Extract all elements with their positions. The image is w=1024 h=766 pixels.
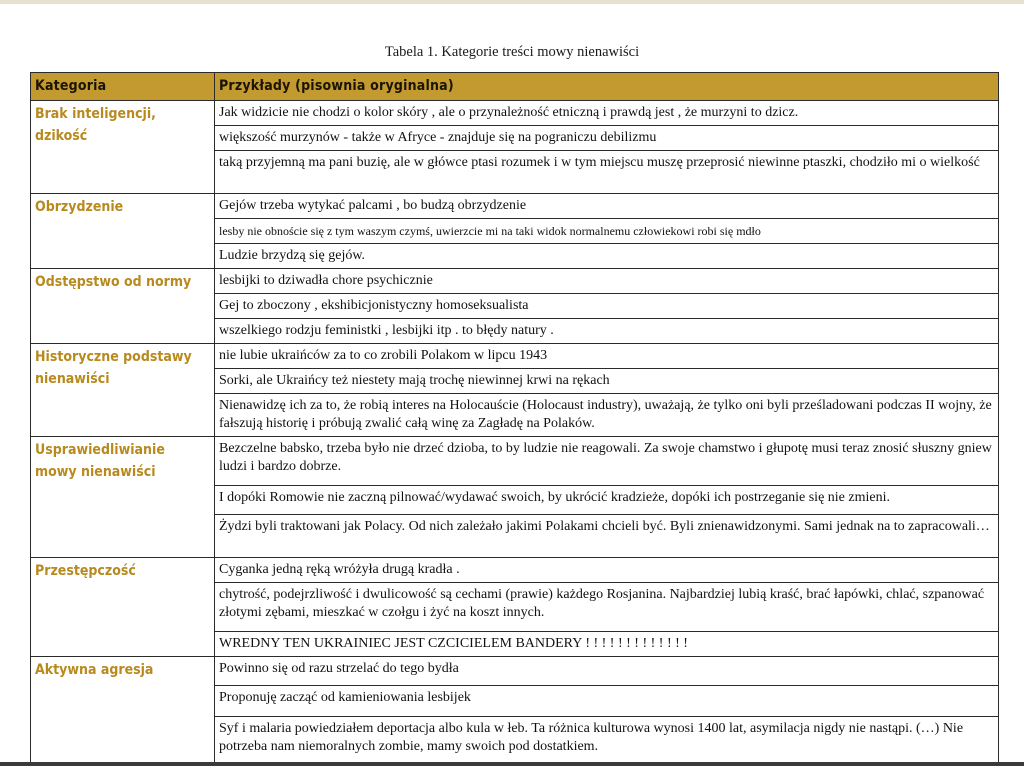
example-cell: Żydzi byli traktowani jak Polacy. Od nich zależało jakimi Polakami chcieli być. Byli znienawidzonymi. Sami jednak na to zapracowali… <box>215 515 999 558</box>
example-cell: Jak widzicie nie chodzi o kolor skóry , ale o przynależność etniczną i prawdą jest , że murzyni to dzicz. <box>215 101 999 126</box>
table-row <box>31 558 999 583</box>
example-cell: Nienawidzę ich za to, że robią interes na Holocauście (Holocaust industry), uważają, że tylko oni byli prześladowani podczas II wojny, że fałszują historię i próbują zwalić całą winę za Zagładę na Polaków. <box>215 394 999 437</box>
example-cell: Gejów trzeba wytykać palcami , bo budzą obrzydzenie <box>215 194 999 219</box>
category-cell: Przestępczość <box>31 558 215 657</box>
example-cell: I dopóki Romowie nie zaczną pilnować/wydawać swoich, by ukrócić kradzieże, dopóki ich postrzeganie się nie zmieni. <box>215 486 999 515</box>
top-edge-strip <box>0 0 1024 4</box>
table-row <box>31 437 999 486</box>
table-row <box>31 657 999 686</box>
table-row <box>31 269 999 294</box>
example-cell: lesby nie obnoście się z tym waszym czymś, uwierzcie mi na taki widok normalnemu człowiekowi robi się mdło <box>215 219 999 244</box>
example-cell: Sorki, ale Ukraińcy też niestety mają trochę niewinnej krwi na rękach <box>215 369 999 394</box>
example-cell: Cyganka jedną ręką wróżyła drugą kradła . <box>215 558 999 583</box>
example-cell: Gej to zboczony , ekshibicjonistyczny homoseksualista <box>215 294 999 319</box>
example-cell: Syf i malaria powiedziałem deportacja albo kula w łeb. Ta różnica kulturowa wynosi 1400 lat, asymilacja nigdy nie nastąpi. (…) Nie potrzeba nam niemoralnych zombie, mamy swoich pod dostatkiem. <box>215 717 999 764</box>
category-cell: Historyczne podstawy nienawiści <box>31 344 215 437</box>
header-examples: Przykłady (pisownia oryginalna) <box>215 73 999 101</box>
example-cell: lesbijki to dziwadła chore psychicznie <box>215 269 999 294</box>
table-caption: Tabela 1. Kategorie treści mowy nienawiści <box>384 44 640 60</box>
example-cell: wszelkiego rodzju feministki , lesbijki itp . to błędy natury . <box>215 319 999 344</box>
bottom-edge-strip <box>0 762 1024 766</box>
example-cell: nie lubie ukraińców za to co zrobili Polakom w lipcu 1943 <box>215 344 999 369</box>
category-cell: Aktywna agresja <box>31 657 215 764</box>
header-category: Kategoria <box>31 73 215 101</box>
example-cell: WREDNY TEN UKRAINIEC JEST CZCICIELEM BANDERY ! ! ! ! ! ! ! ! ! ! ! ! ! <box>215 632 999 657</box>
category-cell: Obrzydzenie <box>31 194 215 269</box>
example-cell: Ludzie brzydzą się gejów. <box>215 244 999 269</box>
example-cell: większość murzynów - także w Afryce - znajduje się na pograniczu debilizmu <box>215 126 999 151</box>
example-cell: Powinno się od razu strzelać do tego bydła <box>215 657 999 686</box>
example-cell: Proponuję zacząć od kamieniowania lesbijek <box>215 686 999 717</box>
table-row <box>31 194 999 219</box>
category-cell: Usprawiedliwianie mowy nienawiści <box>31 437 215 558</box>
category-cell: Odstępstwo od normy <box>31 269 215 344</box>
example-cell: taką przyjemną ma pani buzię, ale w główce ptasi rozumek i w tym miejscu muszę przeprosić niewinne ptaszki, chodziło mi o wielkość <box>215 151 999 194</box>
table-header-row <box>31 73 999 101</box>
example-cell: Bezczelne babsko, trzeba było nie drzeć dzioba, to by ludzie nie reagowali. Za swoje chamstwo i głupotę musi teraz znosić słuszny gniew ludzi i bardzo dobrze. <box>215 437 999 486</box>
table-row <box>31 101 999 126</box>
table-row <box>31 344 999 369</box>
category-cell: Brak inteligencji, dzikość <box>31 101 215 194</box>
example-cell: chytrość, podejrzliwość i dwulicowość są cechami (prawie) każdego Rosjanina. Najbardziej lubią kraść, brać łapówki, chlać, szpanować złotymi zębami, mieszkać w czołgu i żyć na koszt innych. <box>215 583 999 632</box>
hate-speech-table <box>30 72 999 764</box>
